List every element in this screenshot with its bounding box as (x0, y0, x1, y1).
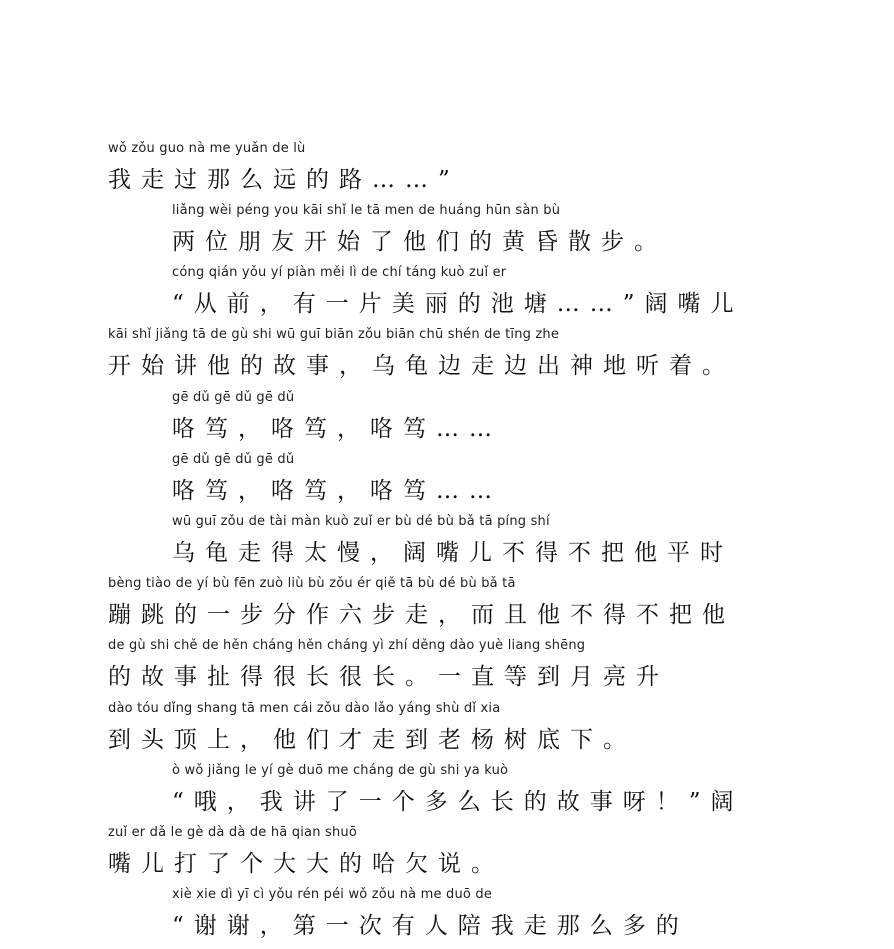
pinyin-text: zuǐ er dǎ le gè dà dà de hā qian shuō (108, 825, 357, 840)
text-line (172, 203, 758, 265)
text-line (108, 327, 758, 389)
text-line (108, 825, 758, 887)
pinyin-text: liǎng wèi péng you kāi shǐ le tā men de huáng hūn sàn bù (172, 203, 561, 218)
text-line (108, 141, 758, 203)
text-line (108, 638, 758, 700)
text-line (172, 514, 758, 576)
pinyin-text: kāi shǐ jiǎng tā de gù shi wū guī biān zǒu biān chū shén de tīng zhe (108, 327, 560, 342)
hanzi-text: “谢谢，第一次有人陪我走那么多的 (172, 913, 689, 939)
pinyin-text: gē dǔ gē dǔ gē dǔ (172, 390, 295, 405)
hanzi-text: 的故事扯得很长很长。一直等到月亮升 (108, 664, 669, 690)
text-line (172, 390, 758, 452)
hanzi-text: 蹦跳的一步分作六步走，而且他不得不把他 (108, 602, 735, 628)
hanzi-text: 嘴儿打了个大大的哈欠说。 (108, 851, 504, 877)
hanzi-text: 咯笃，咯笃，咯笃…… (172, 416, 502, 442)
text-line (172, 452, 758, 514)
pinyin-text: gē dǔ gē dǔ gē dǔ (172, 452, 295, 467)
hanzi-text: 两位朋友开始了他们的黄昏散步。 (172, 229, 667, 255)
pinyin-text: wǒ zǒu guo nà me yuǎn de lù (108, 141, 306, 156)
pinyin-text: bèng tiào de yí bù fēn zuò liù bù zǒu ér qiě tā bù dé bù bǎ tā (108, 576, 516, 591)
hanzi-text: 开始讲他的故事，乌龟边走边出神地听着。 (108, 353, 735, 379)
text-line (172, 763, 758, 825)
text-line (172, 265, 758, 327)
text-line (108, 576, 758, 638)
pinyin-text: dào tóu dǐng shang tā men cái zǒu dào lǎo yáng shù dǐ xia (108, 701, 501, 716)
hanzi-text: 我走过那么远的路……” (108, 167, 460, 193)
hanzi-text: 到头顶上，他们才走到老杨树底下。 (108, 727, 636, 753)
pinyin-text: xiè xie dì yī cì yǒu rén péi wǒ zǒu nà me duō de (172, 887, 493, 902)
pinyin-text: ò wǒ jiǎng le yí gè duō me cháng de gù shi ya kuò (172, 763, 509, 778)
pinyin-text: cóng qián yǒu yí piàn měi lì de chí táng kuò zuǐ er (172, 265, 507, 280)
text-line (172, 887, 758, 949)
pinyin-text: wū guī zǒu de tài màn kuò zuǐ er bù dé bù bǎ tā píng shí (172, 514, 550, 529)
hanzi-text: “哦，我讲了一个多么长的故事呀！”阔 (172, 789, 744, 815)
hanzi-text: 乌龟走得太慢，阔嘴儿不得不把他平时 (172, 540, 733, 566)
hanzi-text: 咯笃，咯笃，咯笃…… (172, 478, 502, 504)
hanzi-text: “从前，有一片美丽的池塘……”阔嘴儿 (172, 291, 744, 317)
pinyin-text: de gù shi chě de hěn cháng hěn cháng yì zhí děng dào yuè liang shēng (108, 638, 586, 653)
text-line (108, 701, 758, 763)
